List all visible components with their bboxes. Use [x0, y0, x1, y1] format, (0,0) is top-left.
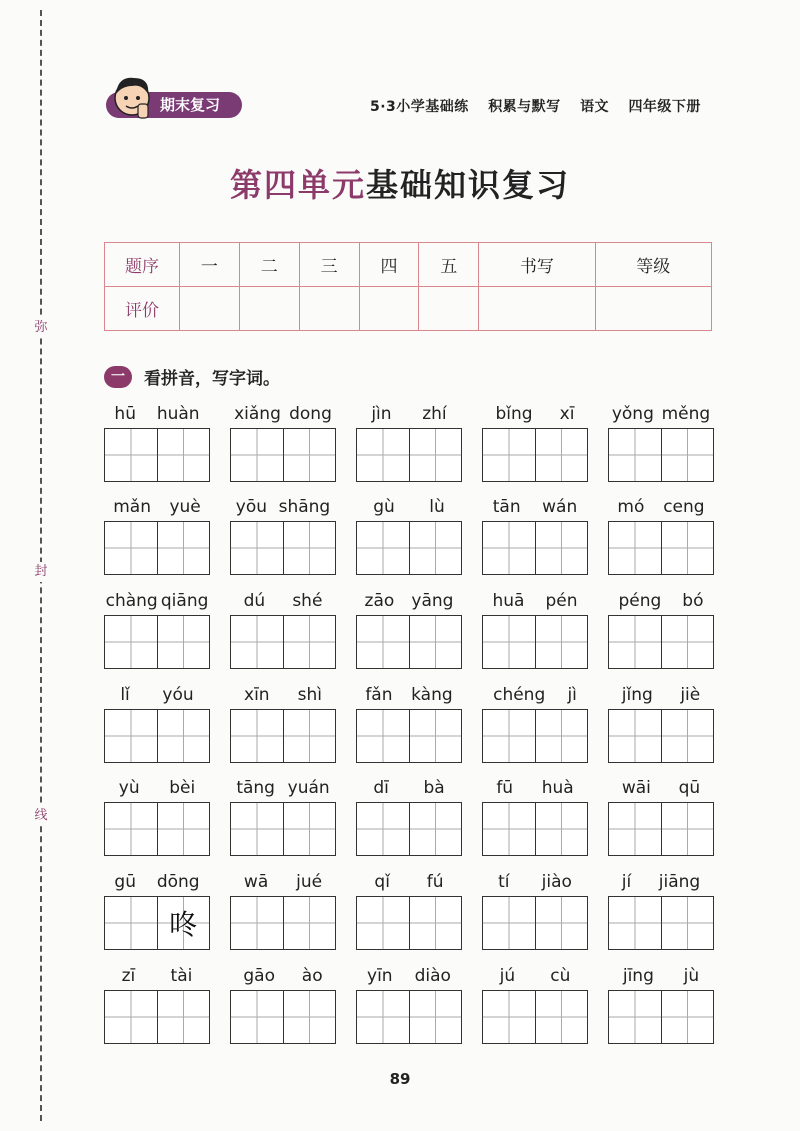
pinyin-label [608, 772, 714, 798]
character-box[interactable] [483, 897, 535, 949]
margin-char-feng: 封 [31, 562, 51, 582]
pinyin-syllable: ceng [663, 497, 705, 517]
word-item [608, 772, 714, 856]
pinyin-syllable: jǐng [621, 685, 653, 705]
score-col-writing: 书写 [479, 243, 595, 287]
word-item [230, 772, 336, 856]
character-box[interactable] [609, 429, 661, 481]
character-box[interactable] [661, 522, 714, 574]
pinyin-label [482, 772, 588, 798]
pinyin-label [482, 960, 588, 986]
character-box[interactable] [357, 897, 409, 949]
score-eval-cell[interactable] [299, 287, 359, 331]
margin-char-mi: 弥 [31, 318, 51, 338]
pinyin-label [356, 491, 462, 517]
word-item [482, 772, 588, 856]
pinyin-syllable: lù [429, 497, 445, 517]
word-item [608, 866, 714, 950]
writing-boxes [482, 896, 588, 950]
pinyin-syllable: diào [414, 966, 451, 986]
pinyin-label [608, 398, 714, 424]
writing-boxes [608, 709, 714, 763]
pinyin-syllable: huàn [156, 404, 200, 424]
section-heading [104, 364, 280, 389]
word-item [356, 491, 462, 575]
pinyin-syllable: fū [496, 778, 514, 798]
writing-boxes [356, 428, 462, 482]
character-box[interactable] [409, 710, 462, 762]
character-box[interactable] [661, 803, 714, 855]
character-box[interactable] [231, 429, 283, 481]
writing-boxes [356, 990, 462, 1044]
writing-boxes [482, 709, 588, 763]
character-box[interactable] [157, 897, 210, 949]
word-item [230, 866, 336, 950]
character-box[interactable] [157, 991, 210, 1043]
word-item [230, 491, 336, 575]
pinyin-syllable: yōu [235, 497, 268, 517]
pinyin-syllable: mǎn [113, 497, 151, 517]
writing-boxes [482, 990, 588, 1044]
character-box[interactable] [483, 429, 535, 481]
pinyin-syllable: shāng [278, 497, 331, 517]
character-box[interactable] [105, 991, 157, 1043]
pinyin-syllable: jiāng [658, 872, 701, 892]
pinyin-syllable: yuè [169, 497, 201, 517]
handwritten-character: 咚 [169, 908, 198, 941]
character-box[interactable] [283, 803, 336, 855]
writing-boxes [356, 615, 462, 669]
character-box[interactable] [105, 897, 157, 949]
character-box[interactable] [409, 897, 462, 949]
character-box[interactable] [609, 710, 661, 762]
character-box[interactable] [283, 429, 336, 481]
writing-boxes [104, 709, 210, 763]
character-box[interactable] [609, 803, 661, 855]
character-box[interactable] [609, 991, 661, 1043]
pinyin-label [104, 960, 210, 986]
pinyin-syllable: mó [617, 497, 645, 517]
character-box[interactable] [535, 616, 588, 668]
pinyin-syllable: tān [492, 497, 521, 517]
score-eval-cell[interactable] [180, 287, 240, 331]
word-item [356, 866, 462, 950]
mascot-icon [108, 70, 160, 124]
word-item [356, 960, 462, 1044]
pinyin-label [608, 585, 714, 611]
character-box[interactable] [535, 429, 588, 481]
character-box[interactable] [105, 429, 157, 481]
score-table [104, 242, 712, 331]
book-name: 积累与默写 [488, 99, 561, 115]
pinyin-syllable: zhí [422, 404, 447, 424]
pinyin-label [356, 960, 462, 986]
pinyin-syllable: pén [545, 591, 578, 611]
writing-boxes [356, 709, 462, 763]
title-rest: 基础知识复习 [366, 166, 571, 204]
pinyin-syllable: lǐ [120, 685, 130, 705]
pinyin-label [104, 772, 210, 798]
writing-boxes [482, 802, 588, 856]
word-item [104, 866, 210, 950]
writing-boxes [608, 802, 714, 856]
pinyin-syllable: shì [297, 685, 322, 705]
score-col-5: 五 [419, 243, 479, 287]
character-box[interactable] [609, 522, 661, 574]
writing-boxes [230, 709, 336, 763]
pinyin-syllable: fú [426, 872, 444, 892]
pinyin-syllable: tāng [236, 778, 275, 798]
word-item [608, 491, 714, 575]
writing-boxes [230, 990, 336, 1044]
pinyin-syllable: yǒng [611, 404, 654, 424]
character-box[interactable] [157, 710, 210, 762]
character-box[interactable] [535, 522, 588, 574]
character-box[interactable] [231, 897, 283, 949]
word-item [356, 585, 462, 669]
character-box[interactable] [357, 522, 409, 574]
pinyin-label [104, 491, 210, 517]
word-item [482, 585, 588, 669]
pinyin-label [104, 679, 210, 705]
writing-boxes [356, 802, 462, 856]
pinyin-syllable: tài [170, 966, 193, 986]
character-box[interactable] [483, 616, 535, 668]
score-eval-cell[interactable] [479, 287, 595, 331]
character-box[interactable] [283, 991, 336, 1043]
writing-boxes [608, 990, 714, 1044]
character-box[interactable] [157, 522, 210, 574]
pinyin-syllable: jú [499, 966, 516, 986]
character-box[interactable] [283, 897, 336, 949]
pinyin-syllable: yāng [411, 591, 454, 611]
pinyin-label [104, 398, 210, 424]
character-box[interactable] [105, 803, 157, 855]
pinyin-syllable: gù [373, 497, 395, 517]
pinyin-syllable: měng [661, 404, 711, 424]
character-box[interactable] [409, 616, 462, 668]
pinyin-label [482, 398, 588, 424]
pinyin-label [230, 679, 336, 705]
score-head-label: 题序 [105, 243, 180, 287]
writing-boxes [104, 521, 210, 575]
word-item [230, 398, 336, 482]
writing-boxes [104, 428, 210, 482]
word-item [482, 960, 588, 1044]
pinyin-syllable: tí [498, 872, 510, 892]
pinyin-label [608, 491, 714, 517]
writing-boxes [230, 428, 336, 482]
pinyin-syllable: shé [292, 591, 323, 611]
score-header-row [105, 243, 712, 287]
pinyin-syllable: huà [541, 778, 574, 798]
pinyin-syllable: zī [121, 966, 136, 986]
pinyin-label [482, 679, 588, 705]
section-number: 一 [104, 366, 132, 388]
character-box[interactable] [483, 710, 535, 762]
character-box[interactable] [409, 522, 462, 574]
subject-name: 语文 [580, 99, 610, 115]
pinyin-label [230, 866, 336, 892]
writing-boxes [356, 521, 462, 575]
score-eval-cell[interactable] [419, 287, 479, 331]
score-eval-cell[interactable] [595, 287, 711, 331]
character-box[interactable] [157, 429, 210, 481]
pinyin-label [356, 398, 462, 424]
character-box[interactable] [409, 991, 462, 1043]
pinyin-syllable: dōng [156, 872, 200, 892]
pinyin-label [482, 585, 588, 611]
score-eval-row [105, 287, 712, 331]
review-badge-label: 期末复习 [160, 96, 221, 114]
character-box[interactable] [409, 429, 462, 481]
character-box[interactable] [231, 522, 283, 574]
score-col-4: 四 [359, 243, 419, 287]
page-title [0, 160, 800, 206]
score-col-1: 一 [180, 243, 240, 287]
pinyin-label [356, 772, 462, 798]
character-box[interactable] [357, 616, 409, 668]
pinyin-syllable: fǎn [365, 685, 393, 705]
pinyin-syllable: bǐng [495, 404, 533, 424]
pinyin-syllable: qū [678, 778, 701, 798]
pinyin-label [356, 585, 462, 611]
character-box[interactable] [283, 522, 336, 574]
pinyin-syllable: kàng [411, 685, 453, 705]
pinyin-syllable: bèi [169, 778, 196, 798]
word-item [608, 585, 714, 669]
series-name: 5·3小学基础练 [370, 99, 469, 115]
title-unit: 第四单元 [229, 166, 366, 204]
pinyin-syllable: bà [423, 778, 445, 798]
word-item [230, 960, 336, 1044]
writing-boxes [230, 521, 336, 575]
word-item [104, 960, 210, 1044]
character-box[interactable] [535, 710, 588, 762]
character-box[interactable] [357, 710, 409, 762]
pinyin-syllable: jīng [622, 966, 654, 986]
word-item [230, 679, 336, 763]
word-item [482, 398, 588, 482]
word-item [104, 585, 210, 669]
pinyin-syllable: gāo [243, 966, 275, 986]
character-box[interactable] [483, 522, 535, 574]
word-item [608, 398, 714, 482]
character-box[interactable] [231, 710, 283, 762]
pinyin-syllable: zāo [364, 591, 395, 611]
word-item [104, 772, 210, 856]
pinyin-label [230, 491, 336, 517]
pinyin-label [230, 772, 336, 798]
character-box[interactable] [483, 803, 535, 855]
word-item [608, 960, 714, 1044]
character-box[interactable] [157, 616, 210, 668]
character-box[interactable] [231, 991, 283, 1043]
pinyin-label [608, 679, 714, 705]
character-box[interactable] [357, 803, 409, 855]
pinyin-syllable: wāi [621, 778, 651, 798]
pinyin-syllable: jù [683, 966, 700, 986]
pinyin-syllable: wā [243, 872, 269, 892]
character-box[interactable] [661, 429, 714, 481]
character-box[interactable] [661, 897, 714, 949]
pinyin-syllable: jué [296, 872, 323, 892]
writing-boxes [608, 896, 714, 950]
pinyin-syllable: qiāng [160, 591, 209, 611]
pinyin-syllable: péng [618, 591, 662, 611]
pinyin-syllable: chàng [105, 591, 158, 611]
writing-boxes [482, 615, 588, 669]
pinyin-syllable: wán [542, 497, 578, 517]
writing-boxes [230, 802, 336, 856]
pinyin-syllable: bó [682, 591, 704, 611]
character-box[interactable] [357, 991, 409, 1043]
writing-boxes [104, 990, 210, 1044]
pinyin-syllable: chéng [493, 685, 546, 705]
pinyin-label [104, 585, 210, 611]
character-box[interactable] [357, 429, 409, 481]
character-box[interactable] [105, 616, 157, 668]
character-box[interactable] [231, 616, 283, 668]
pinyin-syllable: jiè [680, 685, 701, 705]
score-col-2: 二 [239, 243, 299, 287]
pinyin-syllable: dī [373, 778, 389, 798]
pinyin-syllable: huā [492, 591, 525, 611]
pinyin-label [608, 866, 714, 892]
word-item [104, 491, 210, 575]
word-item [356, 772, 462, 856]
score-eval-label: 评价 [105, 287, 180, 331]
pinyin-syllable: dong [289, 404, 332, 424]
pinyin-syllable: yóu [162, 685, 194, 705]
word-item [104, 679, 210, 763]
writing-boxes [608, 615, 714, 669]
score-col-grade: 等级 [595, 243, 711, 287]
pinyin-syllable: qǐ [374, 872, 390, 892]
pinyin-label [356, 866, 462, 892]
writing-boxes [104, 802, 210, 856]
character-box[interactable] [535, 803, 588, 855]
pinyin-syllable: hū [114, 404, 136, 424]
writing-boxes [608, 521, 714, 575]
writing-boxes [104, 615, 210, 669]
character-box[interactable] [105, 710, 157, 762]
pinyin-syllable: xiǎng [234, 404, 281, 424]
pinyin-label [608, 960, 714, 986]
pinyin-syllable: jí [621, 872, 632, 892]
character-box[interactable] [231, 803, 283, 855]
character-box[interactable] [105, 522, 157, 574]
word-item [482, 679, 588, 763]
word-item [356, 398, 462, 482]
word-item [356, 679, 462, 763]
pinyin-label [230, 585, 336, 611]
book-header [370, 96, 715, 116]
score-eval-cell[interactable] [239, 287, 299, 331]
pinyin-syllable: xīn [244, 685, 270, 705]
pinyin-syllable: ào [301, 966, 323, 986]
margin-char-xian: 线 [31, 806, 51, 826]
grade-name: 四年级下册 [628, 99, 701, 115]
writing-boxes [230, 615, 336, 669]
pinyin-label [356, 679, 462, 705]
pinyin-syllable: dú [243, 591, 266, 611]
writing-boxes [230, 896, 336, 950]
pinyin-syllable: xī [559, 404, 575, 424]
score-eval-cell[interactable] [359, 287, 419, 331]
word-item [482, 866, 588, 950]
pinyin-label [230, 398, 336, 424]
character-box[interactable] [483, 991, 535, 1043]
character-box[interactable] [409, 803, 462, 855]
character-box[interactable] [661, 616, 714, 668]
word-item [104, 398, 210, 482]
writing-boxes [608, 428, 714, 482]
character-box[interactable] [535, 897, 588, 949]
writing-boxes [482, 521, 588, 575]
word-item [482, 491, 588, 575]
page-number: 89 [389, 1070, 411, 1088]
section-instruction: 看拼音，写字词。 [144, 369, 280, 389]
pinyin-syllable: jì [567, 685, 577, 705]
pinyin-label [482, 491, 588, 517]
writing-boxes [104, 896, 210, 950]
character-box[interactable] [535, 991, 588, 1043]
character-box[interactable] [283, 710, 336, 762]
writing-boxes [482, 428, 588, 482]
character-box[interactable] [283, 616, 336, 668]
character-box[interactable] [157, 803, 210, 855]
character-box[interactable] [609, 616, 661, 668]
pinyin-label [482, 866, 588, 892]
character-box[interactable] [661, 991, 714, 1043]
word-item [230, 585, 336, 669]
pinyin-syllable: yīn [367, 966, 393, 986]
character-box[interactable] [661, 710, 714, 762]
pinyin-syllable: gū [114, 872, 136, 892]
pinyin-label [230, 960, 336, 986]
pinyin-syllable: jìn [371, 404, 392, 424]
character-box[interactable] [609, 897, 661, 949]
score-col-3: 三 [299, 243, 359, 287]
writing-boxes [356, 896, 462, 950]
pinyin-label [104, 866, 210, 892]
pinyin-syllable: cù [550, 966, 571, 986]
pinyin-syllable: yù [118, 778, 140, 798]
pinyin-syllable: yuán [287, 778, 330, 798]
pinyin-syllable: jiào [541, 872, 572, 892]
word-item [608, 679, 714, 763]
